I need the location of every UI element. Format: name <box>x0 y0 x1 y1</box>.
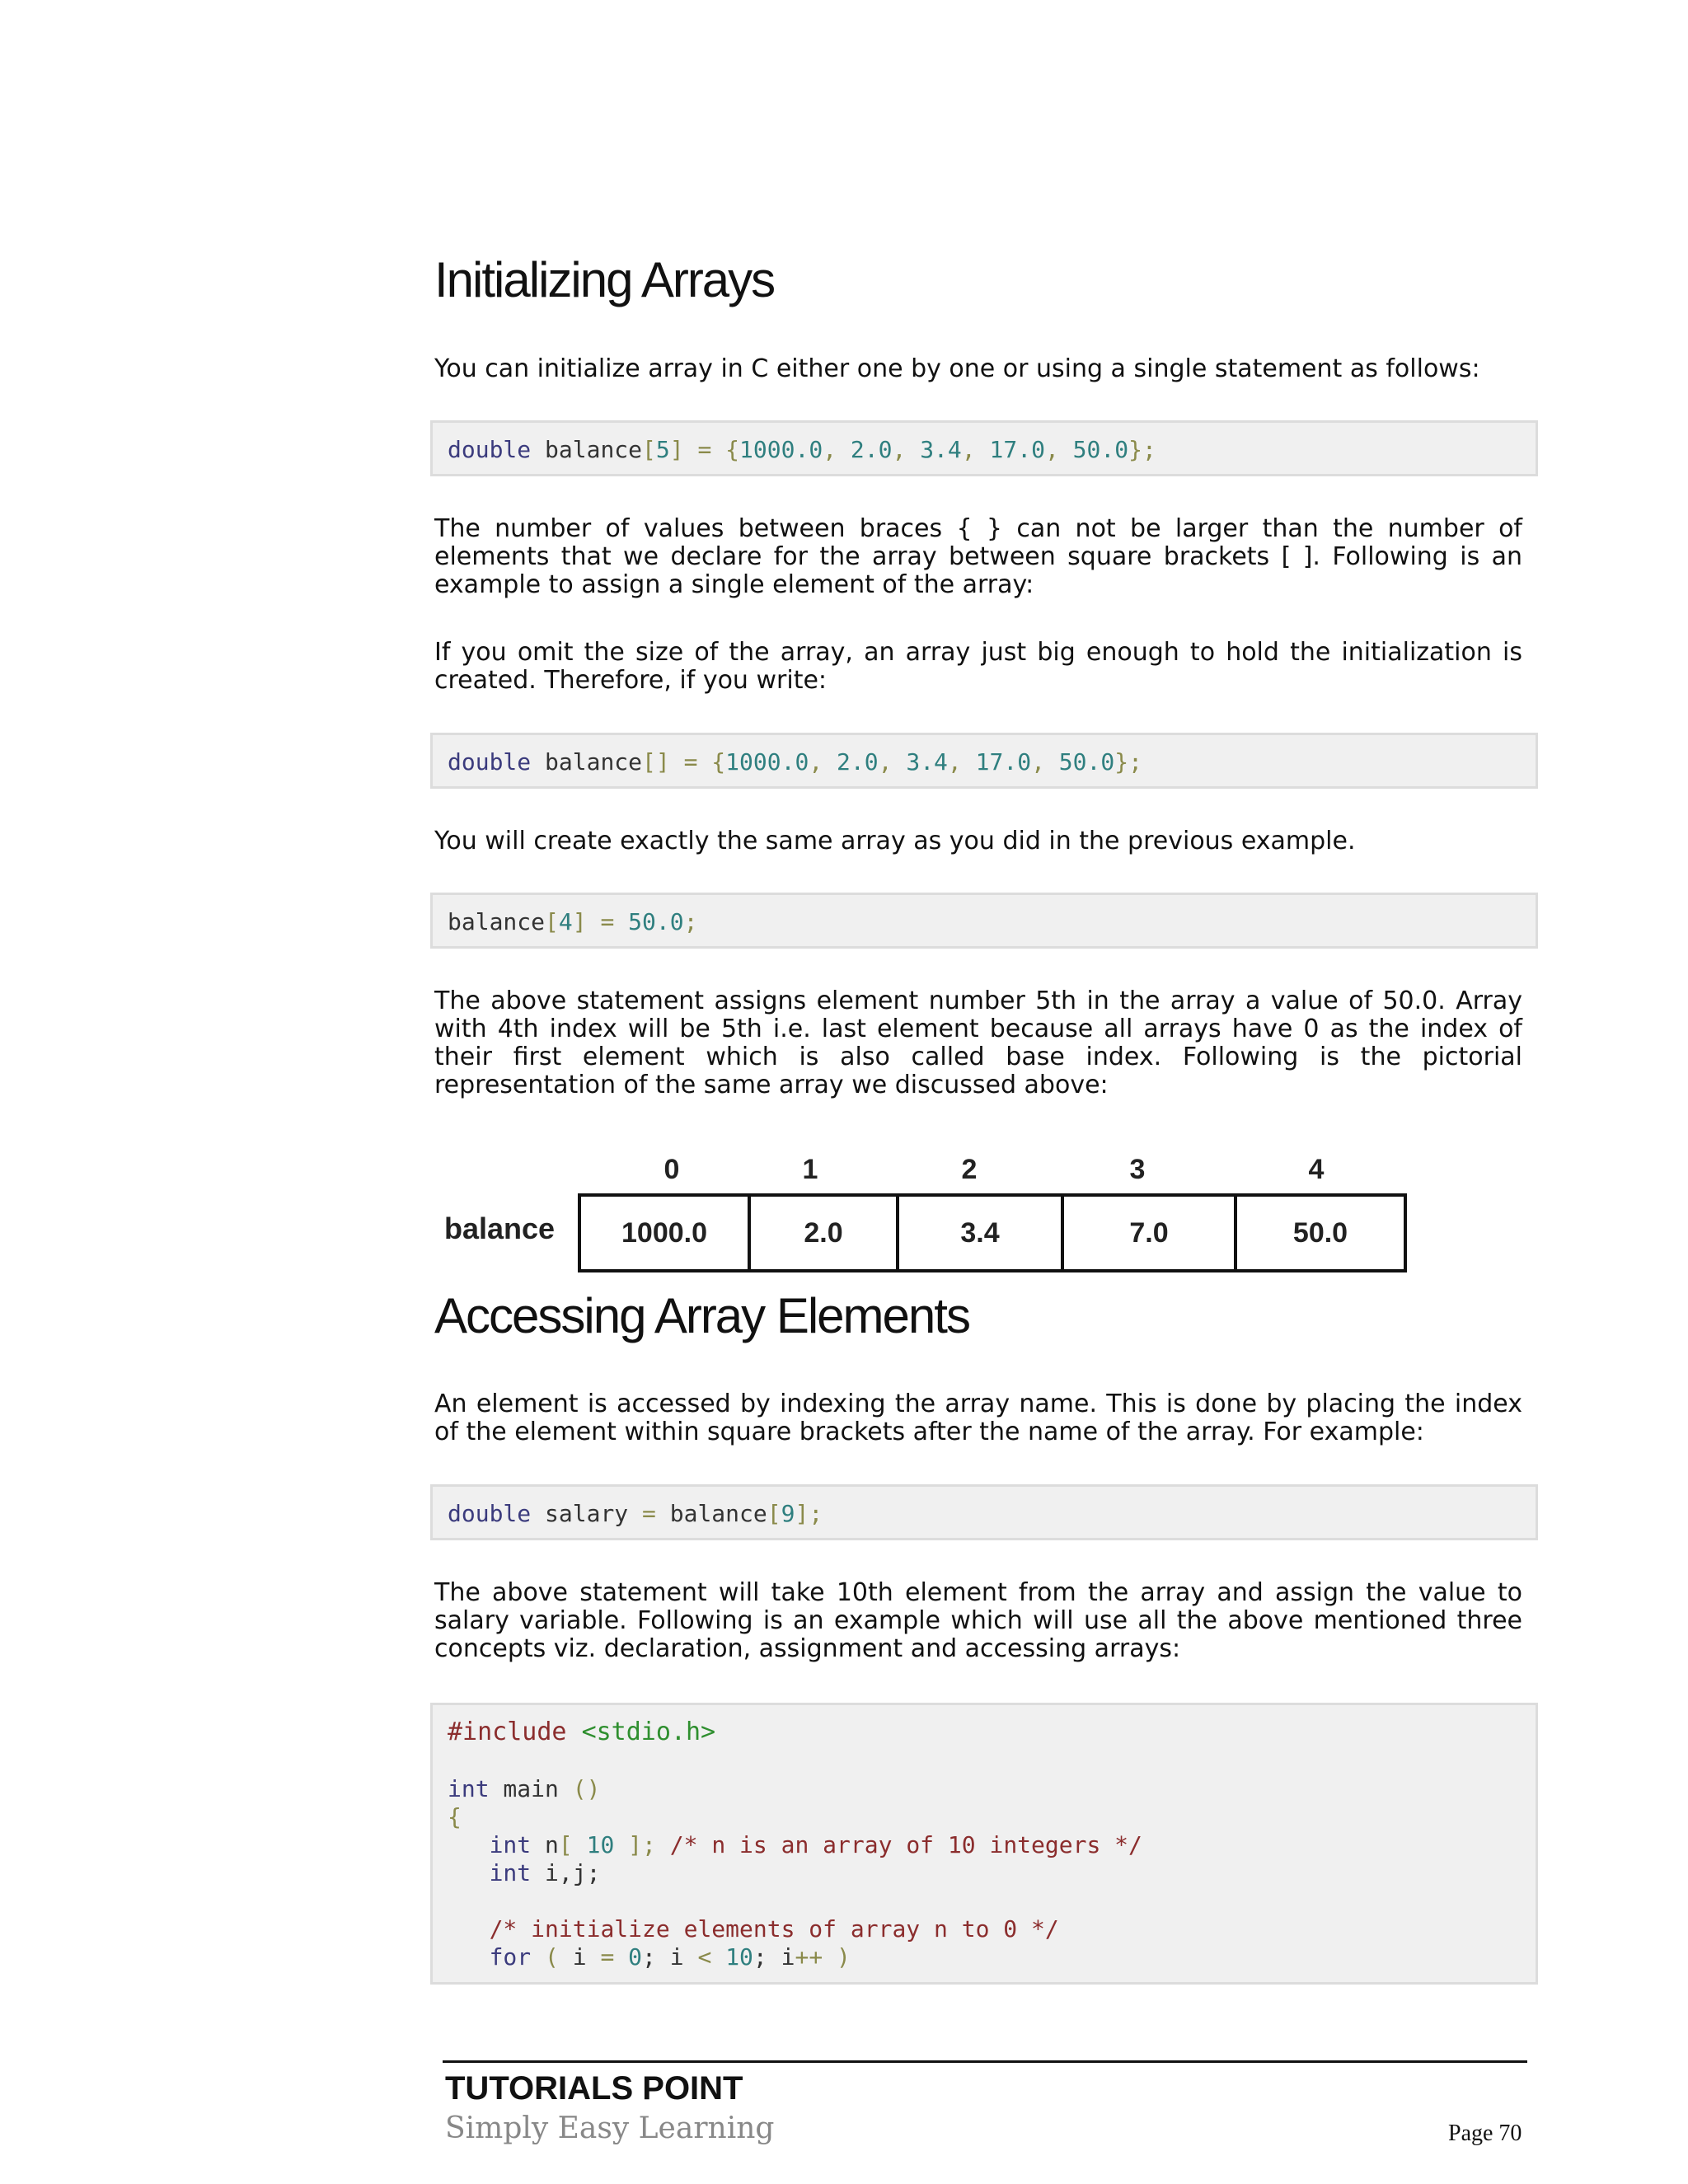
array-cell-0: 1000.0 <box>578 1193 751 1272</box>
code-line: #include <stdio.h> <box>448 1718 716 1746</box>
array-name-label: balance <box>444 1212 556 1245</box>
code-line: double balance[] = {1000.0, 2.0, 3.4, 17.0, 50.0}; <box>448 748 1142 776</box>
code-line: balance[4] = 50.0; <box>448 908 698 935</box>
paragraph-same-array: You will create exactly the same array as you did in the previous example. <box>434 827 1356 855</box>
code-line: double salary = balance[9]; <box>448 1500 823 1527</box>
code-line: for ( i = 0; i < 10; i++ ) <box>489 1943 851 1971</box>
array-cell-3: 7.0 <box>1061 1193 1237 1272</box>
code-block-full-example <box>430 1703 1538 1985</box>
page-number: Page 70 <box>1448 2121 1522 2146</box>
code-line: int i,j; <box>489 1859 601 1886</box>
section-title-accessing: Accessing Array Elements <box>434 1288 969 1343</box>
code-block-unsized <box>430 733 1538 789</box>
code-line: /* initialize elements of array n to 0 */ <box>489 1915 1059 1943</box>
code-line: int n[ 10 ]; /* n is an array of 10 integers */ <box>489 1831 1142 1858</box>
index-label-2: 2 <box>961 1154 978 1185</box>
array-cell-2: 3.4 <box>896 1193 1064 1272</box>
code-line: int main () <box>448 1775 601 1802</box>
array-cell-4: 50.0 <box>1234 1193 1407 1272</box>
paragraph-accessing-intro: An element is accessed by indexing the array name. This is done by placing the index of the element within square brackets after the name of the array. For example: <box>434 1390 1522 1446</box>
code-block-assign <box>430 893 1538 949</box>
array-diagram <box>434 1146 1423 1286</box>
code-block-access <box>430 1484 1538 1540</box>
code-block-declare <box>430 420 1538 476</box>
paragraph-omit-size: If you omit the size of the array, an array just big enough to hold the initialization is created. Therefore, if you write: <box>434 638 1522 695</box>
index-label-3: 3 <box>1129 1154 1146 1185</box>
index-label-4: 4 <box>1308 1154 1325 1185</box>
index-label-0: 0 <box>663 1154 680 1185</box>
paragraph-assign-explained: The above statement assigns element number 5th in the array a value of 50.0. Array with 4th index will be 5th i.e. last element because all arrays have 0 as the index of their first element which is also called base index. Following is the pictorial representation of the same array we discussed above: <box>434 987 1522 1099</box>
code-line: { <box>448 1803 462 1830</box>
paragraph-braces: The number of values between braces { } can not be larger than the number of elements that we declare for the array between square brackets [ ]. Following is an example to assign a single element of the array: <box>434 514 1522 599</box>
paragraph-take-element: The above statement will take 10th element from the array and assign the value to salary variable. Following is an example which will use all the above mentioned three concepts viz. declaration, assignment and accessing arrays: <box>434 1578 1522 1663</box>
code-line: double balance[5] = {1000.0, 2.0, 3.4, 17.0, 50.0}; <box>448 436 1156 463</box>
paragraph-intro: You can initialize array in C either one by one or using a single statement as follows: <box>434 354 1480 383</box>
section-title-initializing: Initializing Arrays <box>434 252 775 307</box>
footer-divider <box>443 2060 1527 2063</box>
index-label-1: 1 <box>802 1154 818 1185</box>
array-cell-1: 2.0 <box>748 1193 899 1272</box>
footer-tagline: Simply Easy Learning <box>445 2111 775 2145</box>
footer-brand: TUTORIALS POINT <box>445 2070 743 2107</box>
